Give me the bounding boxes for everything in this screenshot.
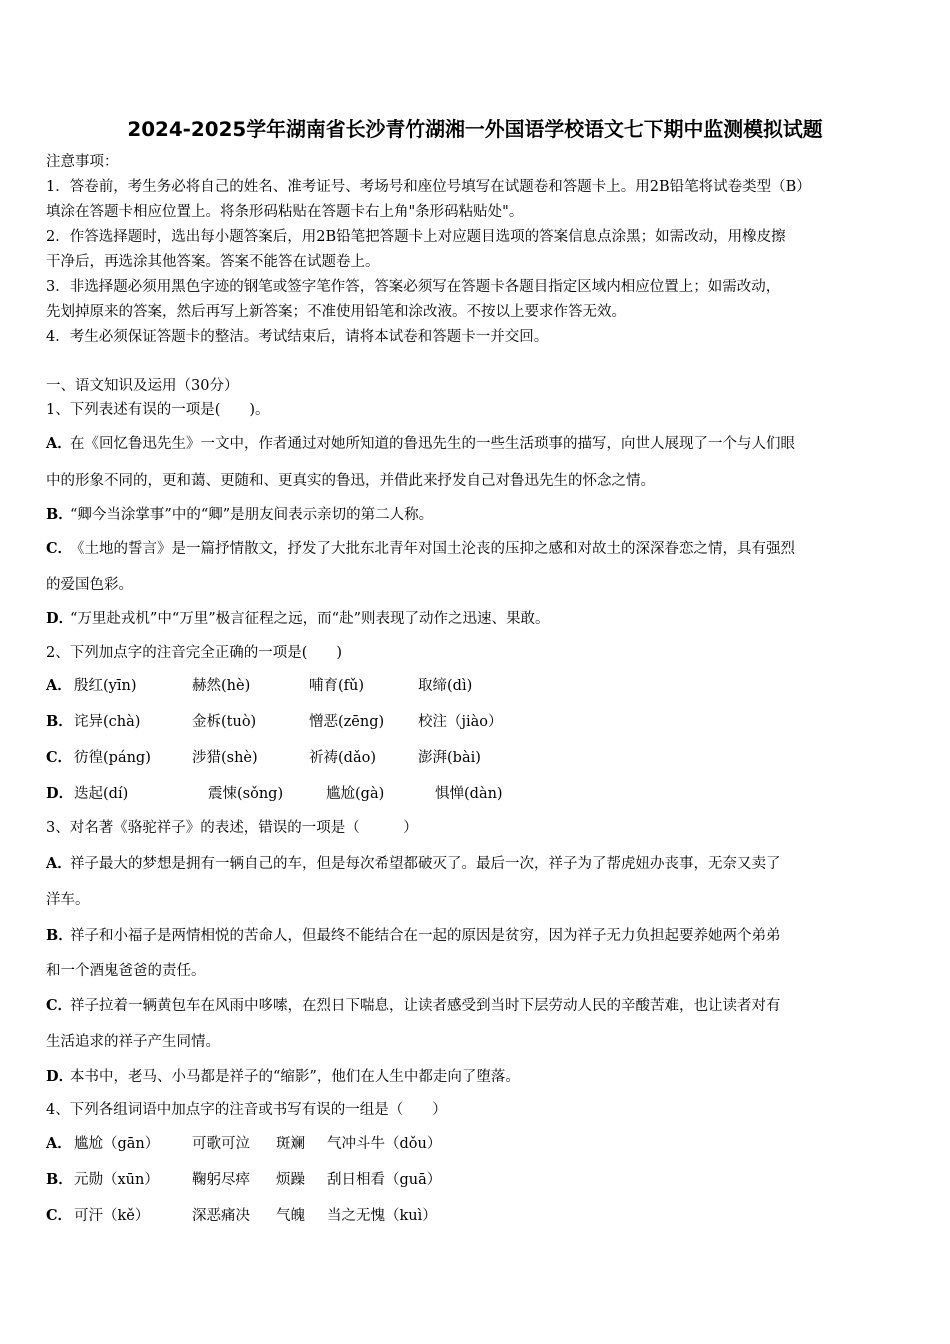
option-b: [46, 712, 73, 732]
option-d: [46, 609, 549, 629]
option-text: 在《回忆鲁迅先生》一文中，作者通过对她所知道的鲁迅先生的一些生活琐事的描写，向世人展现了一个与人们眼: [70, 436, 795, 452]
option-b: [46, 926, 781, 946]
option-item: 取缔(dì): [418, 678, 473, 694]
option-text: 《土地的誓言》是一篇抒情散文，抒发了大批东北青年对国土沦丧的压抑之感和对故土的深深眷恋之情，具有强烈: [70, 541, 795, 557]
option-item: 刮日相看（guā）: [327, 1172, 442, 1188]
option-item: 尴尬（gān）: [74, 1136, 160, 1152]
option-label: B．: [46, 927, 73, 944]
notice-line: 先划掉原来的答案，然后再写上新答案；不准使用铅笔和涂改液。不按以上要求作答无效。: [46, 304, 626, 320]
option-item: 校注（jiào）: [418, 714, 503, 730]
option-label: A．: [46, 435, 72, 452]
question-4-stem: 4、下列各组词语中加点字的注音或书写有误的一组是（ ）: [46, 1102, 447, 1118]
notice-line: 3．非选择题必须用黑色字迹的钢笔或签字笔作答，答案必须写在答题卡各题目指定区域内相应位置上；如需改动，: [46, 279, 781, 295]
option-label: D．: [46, 610, 74, 627]
option-label: A．: [46, 1135, 72, 1152]
option-b: [46, 505, 433, 525]
page-title: 2024-2025学年湖南省长沙青竹湖湘一外国语学校语文七下期中监测模拟试题: [127, 118, 823, 141]
option-item: 斑斓: [276, 1136, 305, 1152]
notice-line: 干净后，再选涂其他答案。答案不能答在试题卷上。: [46, 254, 380, 270]
notice-heading: 注意事项：: [46, 154, 119, 170]
option-continuation: 生活追求的祥子产生同情。: [46, 1034, 220, 1050]
option-continuation: 和一个酒鬼爸爸的责任。: [46, 963, 206, 979]
option-item: 彷徨(páng): [74, 750, 151, 766]
option-continuation: 的爱国色彩。: [46, 577, 133, 593]
option-a: [46, 1134, 70, 1154]
option-b: [46, 1170, 73, 1190]
option-label: A．: [46, 677, 72, 694]
option-continuation: 中的形象不同的，更和蔼、更随和、更真实的鲁迅，并借此来抒发自己对鲁迅先生的怀念之情。: [46, 473, 655, 489]
option-item: 诧异(chà): [74, 714, 141, 730]
question-2-stem: 2、下列加点字的注音完全正确的一项是( ): [46, 645, 343, 661]
option-item: 气冲斗牛（dǒu）: [327, 1136, 442, 1152]
option-label: C．: [46, 540, 73, 557]
option-item: 祈祷(dǎo): [309, 750, 376, 766]
option-item: 憎恶(zēng): [309, 714, 385, 730]
option-item: 澎湃(bài): [418, 750, 481, 766]
option-item: 元勋（xūn）: [74, 1172, 159, 1188]
notice-line: 4．考生必须保证答题卡的整洁。考试结束后，请将本试卷和答题卡一并交回。: [46, 329, 549, 345]
option-text: “万里赴戎机”中“万里”极言征程之远，而“赴”则表现了动作之迅速、果敢。: [70, 611, 550, 627]
option-item: 当之无愧（kuì）: [327, 1208, 437, 1224]
option-item: 赫然(hè): [192, 678, 251, 694]
option-label: B．: [46, 506, 73, 523]
option-d: [46, 784, 74, 804]
option-text: 祥子拉着一辆黄包车在风雨中哆嗦，在烈日下喘息，让读者感受到当时下层劳动人民的辛酸苦难，也让读者对有: [70, 998, 781, 1014]
option-text: 祥子和小福子是两情相悦的苦命人，但最终不能结合在一起的原因是贫穷，因为祥子无力负担起要养她两个弟弟: [70, 928, 781, 944]
notice-line: 1．答卷前，考生务必将自己的姓名、准考证号、考场号和座位号填写在试题卷和答题卡上。用2B铅笔将试卷类型（B）: [46, 179, 811, 195]
option-text: 祥子最大的梦想是拥有一辆自己的车，但是每次希望都破灭了。最后一次，祥子为了帮虎妞办丧事，无奈又卖了: [70, 856, 781, 872]
notice-line: 2．作答选择题时，选出每小题答案后，用2B铅笔把答题卡上对应题目选项的答案信息点涂黑；如需改动，用橡皮擦: [46, 229, 786, 245]
option-item: 鞠躬尽瘁: [192, 1172, 250, 1188]
option-label: A．: [46, 855, 72, 872]
question-1-stem: 1、下列表述有误的一项是( )。: [46, 402, 270, 418]
option-c: [46, 748, 73, 768]
option-item: 烦躁: [276, 1172, 305, 1188]
option-item: 可汗（kě）: [74, 1208, 150, 1224]
option-d: [46, 1067, 520, 1087]
option-a: [46, 434, 795, 454]
option-item: 哺育(fǔ): [309, 678, 365, 694]
option-item: 涉猎(shè): [192, 750, 258, 766]
option-c: [46, 539, 795, 559]
option-label: C．: [46, 749, 73, 766]
option-item: 迭起(dí): [74, 786, 129, 802]
option-label: D．: [46, 785, 74, 802]
option-item: 深恶痛决: [192, 1208, 250, 1224]
option-item: 可歌可泣: [192, 1136, 250, 1152]
option-text: “卿今当涂掌事”中的“卿”是朋友间表示亲切的第二人称。: [70, 507, 434, 523]
question-3-stem: 3、对名著《骆驼祥子》的表述，错误的一项是（ ）: [46, 820, 418, 836]
option-item: 震悚(sǒng): [208, 786, 284, 802]
option-item: 气魄: [276, 1208, 305, 1224]
option-item: 惧惮(dàn): [435, 786, 503, 802]
option-item: 尴尬(gà): [326, 786, 385, 802]
option-c: [46, 1206, 73, 1226]
option-item: 金柝(tuò): [192, 714, 257, 730]
option-label: C．: [46, 997, 73, 1014]
option-label: B．: [46, 1171, 73, 1188]
option-c: [46, 996, 781, 1016]
option-text: 本书中，老马、小马都是祥子的“缩影”，他们在人生中都走向了堕落。: [70, 1069, 520, 1085]
option-item: 殷红(yīn): [74, 678, 137, 694]
option-label: B．: [46, 713, 73, 730]
option-a: [46, 854, 781, 874]
option-continuation: 洋车。: [46, 892, 90, 908]
option-label: C．: [46, 1207, 73, 1224]
notice-line: 填涂在答题卡相应位置上。将条形码粘贴在答题卡右上角"条形码粘贴处"。: [46, 204, 524, 220]
option-label: D．: [46, 1068, 74, 1085]
section-heading: 一、语文知识及运用（30分）: [46, 378, 239, 394]
option-a: [46, 676, 70, 696]
